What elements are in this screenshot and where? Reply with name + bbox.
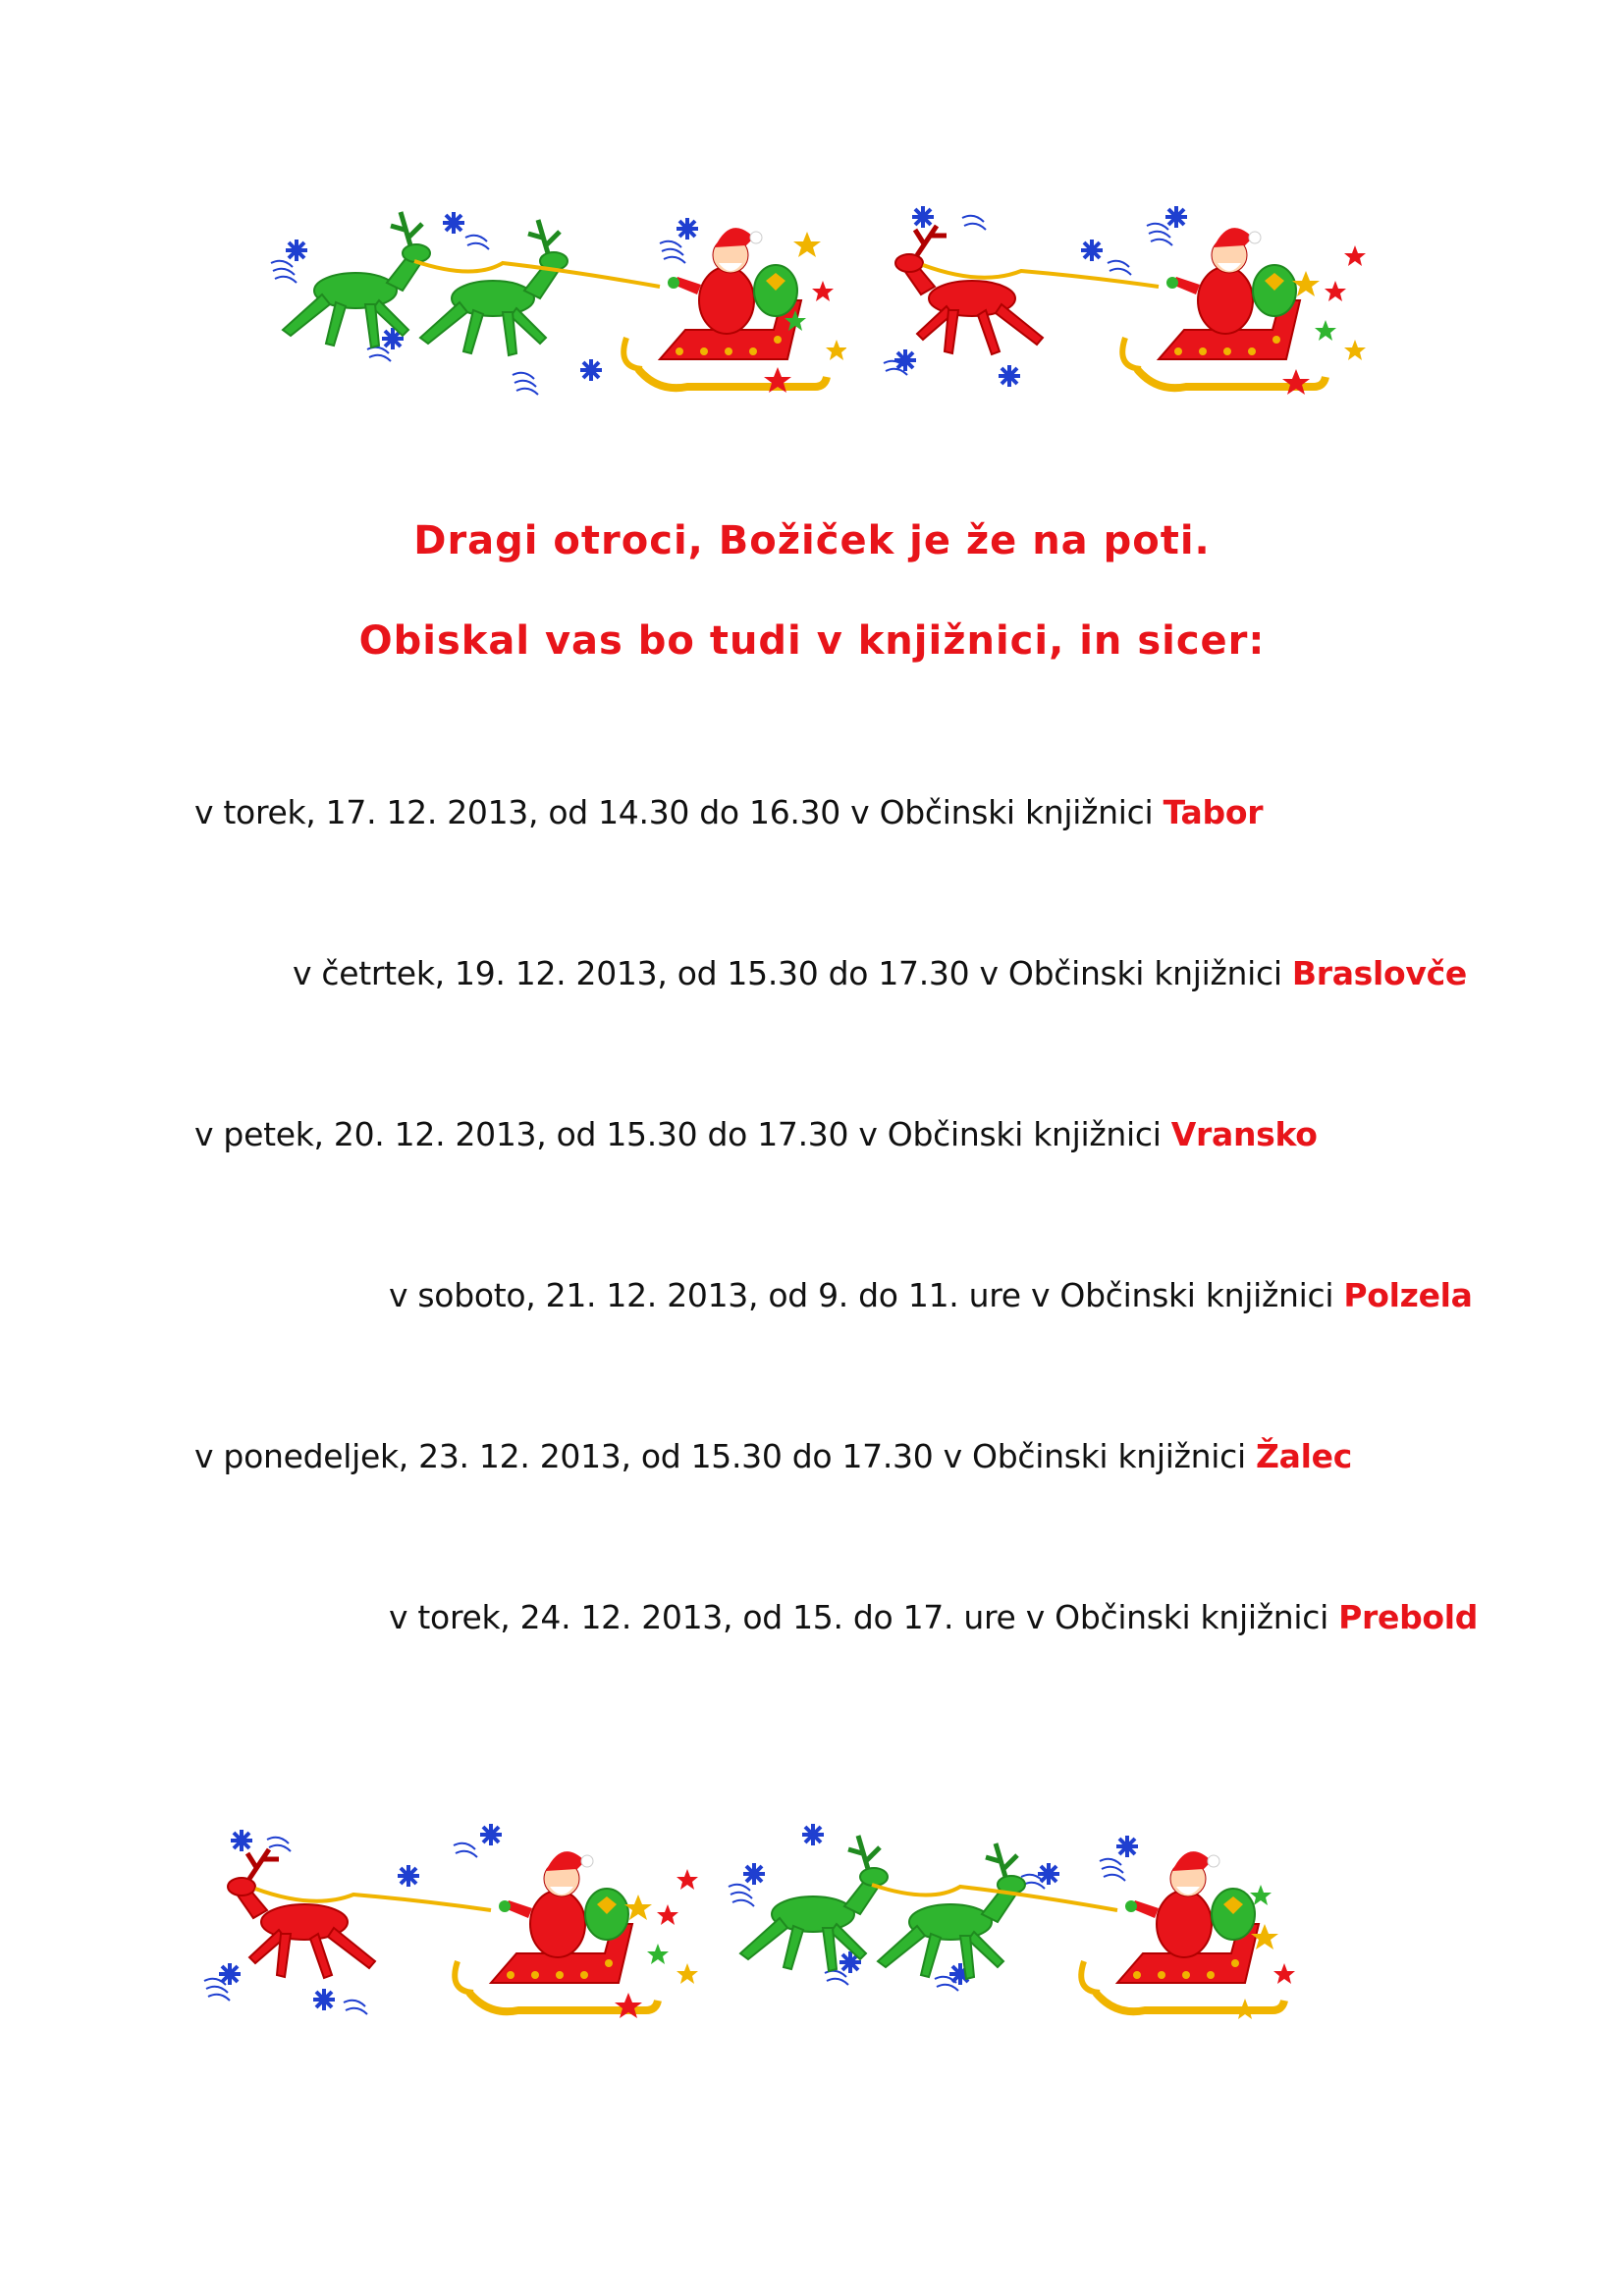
schedule-line-braslovce: v četrtek, 19. 12. 2013, od 15.30 do 17.30 v Občinski knjižnici Braslovče xyxy=(293,954,1467,992)
schedule-line-vransko: v petek, 20. 12. 2013, od 15.30 do 17.30 v Občinski knjižnici Vransko xyxy=(194,1115,1318,1153)
library-name: Vransko xyxy=(1170,1115,1318,1153)
santa-sleigh-two-reindeer-icon xyxy=(257,192,846,418)
library-name: Prebold xyxy=(1338,1598,1479,1636)
santa-sleigh-one-reindeer-icon xyxy=(196,1816,707,2042)
santa-sleigh-one-reindeer-icon xyxy=(864,192,1375,418)
schedule-line-zalec: v ponedeljek, 23. 12. 2013, od 15.30 do 17.30 v Občinski knjižnici Žalec xyxy=(194,1437,1352,1475)
schedule-line-tabor: v torek, 17. 12. 2013, od 14.30 do 16.30 v Občinski knjižnici Tabor xyxy=(194,793,1264,831)
library-name: Žalec xyxy=(1256,1437,1352,1475)
santa-sleigh-two-reindeer-icon xyxy=(715,1816,1304,2042)
schedule-line-prebold: v torek, 24. 12. 2013, od 15. do 17. ure v Občinski knjižnici Prebold xyxy=(389,1598,1479,1636)
greeting-heading: Dragi otroci, Božiček je že na poti. xyxy=(413,518,1211,563)
library-name: Polzela xyxy=(1343,1276,1473,1314)
library-name: Tabor xyxy=(1163,793,1264,831)
schedule-line-polzela: v soboto, 21. 12. 2013, od 9. do 11. ure v Občinski knjižnici Polzela xyxy=(389,1276,1473,1314)
visit-heading: Obiskal vas bo tudi v knjižnici, in sicer: xyxy=(358,618,1266,664)
library-name: Braslovče xyxy=(1291,954,1467,992)
